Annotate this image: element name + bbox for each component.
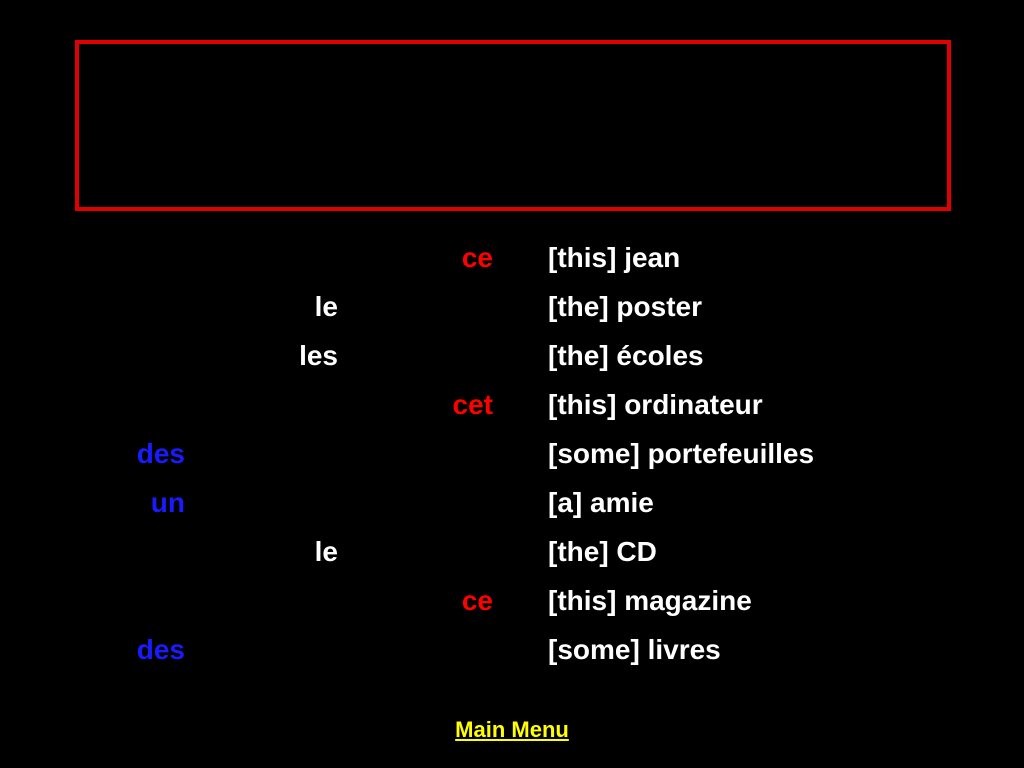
demonstrative-adjective: ce [461,242,493,273]
noun-label: [the] poster [548,291,702,322]
table-row [0,630,1024,670]
main-menu-container [0,716,1024,744]
indefinite-article: un [150,487,185,518]
definite-article: le [314,536,338,567]
noun-label: [some] portefeuilles [548,438,815,469]
noun-label: [some] livres [548,634,721,665]
table-row [0,336,1024,376]
noun-label: [a] amie [548,487,654,518]
table-row [0,532,1024,572]
table-row [0,385,1024,425]
definite-article: les [299,340,338,371]
definite-article: le [314,291,338,322]
table-row [0,287,1024,327]
demonstrative-adjective: ce [461,585,493,616]
table-row [0,238,1024,278]
noun-label: [this] magazine [548,585,752,616]
indefinite-article: des [136,438,185,469]
table-row [0,434,1024,474]
table-row [0,483,1024,523]
noun-label: [this] ordinateur [548,389,763,420]
title-box [75,40,951,211]
main-menu-link[interactable]: Main Menu [455,717,569,742]
demonstrative-adjective: cet [452,389,493,420]
indefinite-article: des [136,634,185,665]
noun-label: [the] écoles [548,340,704,371]
noun-label: [this] jean [548,242,681,273]
table-row [0,581,1024,621]
noun-label: [the] CD [548,536,657,567]
